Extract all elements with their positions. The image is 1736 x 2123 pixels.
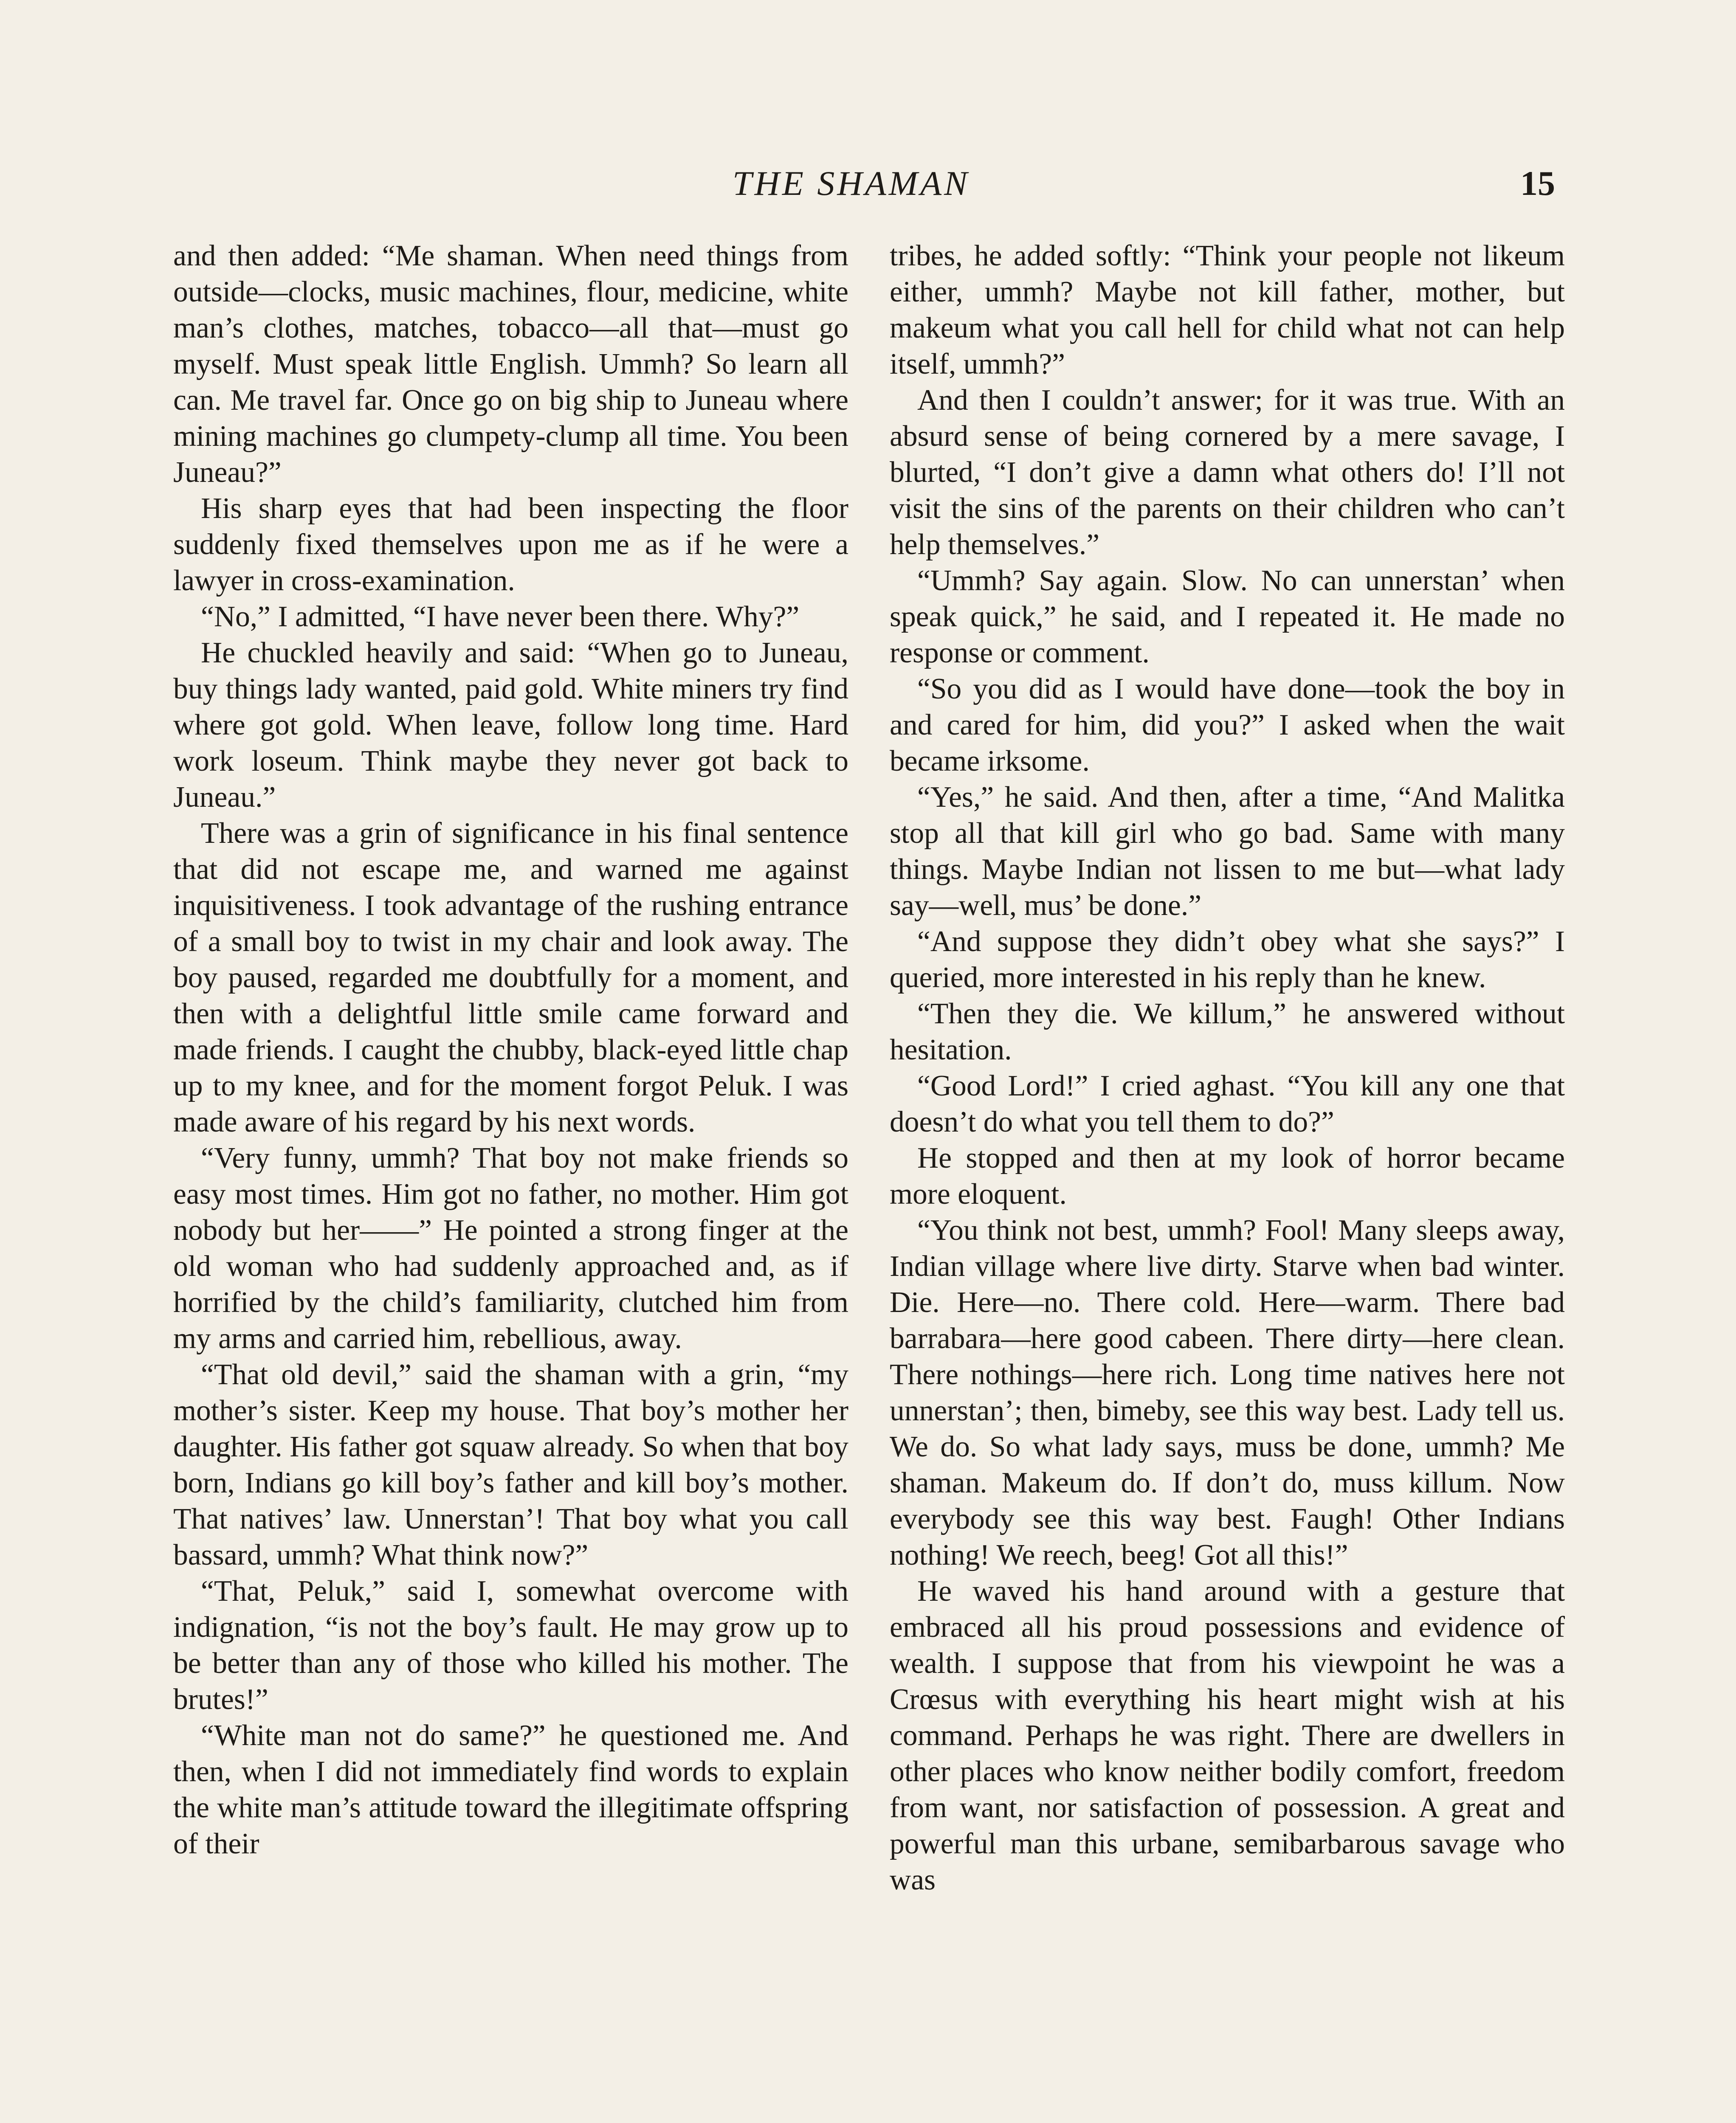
paragraph: “So you did as I would have done—took the boy in and cared for him, did you?” I asked when the wait became irksome. — [890, 673, 1565, 777]
paragraph: “Good Lord!” I cried aghast. “You kill any one that doesn’t do what you tell them to do?” — [890, 1070, 1565, 1138]
paragraph: “You think not best, ummh? Fool! Many sleeps away, Indian village where live dirty. Starve when bad winter. Die. Here—no. There cold. Here—warm. There bad barrabara—here good cabeen. There dirty—here clean. There nothings—here rich. Long time natives here not unnerstan’; then, bimeby, see this way best. Lady tell us. We do. So what lady says, muss be done, ummh? Me shaman. Makeum do. If don’t do, muss killum. Now everybody see this way best. Faugh! Other Indians nothing! We reech, beeg! Got all this!” — [890, 1214, 1565, 1571]
running-title: THE SHAMAN — [733, 164, 970, 203]
paragraph: And then I couldn’t answer; for it was true. With an absurd sense of being cornered by a mere savage, I blurted, “I don’t give a damn what others do! I’ll not visit the sins of the parents on their children who can’t help themselves.” — [890, 384, 1565, 561]
paragraph: “No,” I admitted, “I have never been there. Why?” — [201, 600, 800, 633]
paragraph: “And suppose they didn’t obey what she says?” I queried, more interested in his reply than he knew. — [890, 925, 1565, 994]
page-header — [0, 163, 1736, 210]
paragraph: “That, Peluk,” said I, somewhat overcome with indignation, “is not the boy’s fault. He may grow up to be better than any of those who killed his mother. The brutes!” — [173, 1575, 848, 1716]
paragraph: His sharp eyes that had been inspecting the floor suddenly fixed themselves upon me as if he were a lawyer in cross-examination. — [173, 492, 848, 597]
paragraph: “Then they die. We killum,” he answered without hesitation. — [890, 997, 1565, 1066]
paragraph: “Yes,” he said. And then, after a time, “And Malitka stop all that kill girl who go bad. Same with many things. Maybe Indian not lissen to me but—what lady say—well, mus’ be done.” — [890, 781, 1565, 922]
paragraph: “Very funny, ummh? That boy not make friends so easy most times. Him got no father, no mother. Him got nobody but her——” He pointed a strong finger at the old woman who had suddenly approached and, as if horrified by the child’s familiarity, clutched him from my arms and carried him, rebellious, away. — [173, 1142, 848, 1355]
paragraph: There was a grin of significance in his final sentence that did not escape me, and warned me against inquisitiveness. I took advantage of the rushing entrance of a small boy to twist in my chair and look away. The boy paused, regarded me doubtfully for a moment, and then with a delightful little smile came forward and made friends. I caught the chubby, black-eyed little chap up to my knee, and for the moment forgot Peluk. I was made aware of his regard by his next words. — [173, 817, 848, 1138]
left-column — [173, 238, 848, 1862]
page-number: 15 — [1520, 164, 1555, 203]
paragraph: tribes, he added softly: “Think your people not likeum either, ummh? Maybe not kill father, mother, but makeum what you call hell for child what not can help itself, ummh?” — [890, 239, 1565, 380]
paragraph: and then added: “Me shaman. When need things from outside—clocks, music machines, flour, medicine, white man’s clothes, matches, tobacco—all that—must go myself. Must speak little English. Ummh? So learn all can. Me travel far. Once go on big ship to Juneau where mining machines go clumpety-clump all time. You been Juneau?” — [173, 239, 848, 489]
right-column — [890, 238, 1565, 1898]
paragraph: “That old devil,” said the shaman with a grin, “my mother’s sister. Keep my house. That boy’s mother her daughter. His father got squaw already. So when that boy born, Indians go kill boy’s father and kill boy’s mother. That natives’ law. Unnerstan’! That boy what you call bassard, ummh? What think now?” — [173, 1358, 848, 1571]
paragraph: He chuckled heavily and said: “When go to Juneau, buy things lady wanted, paid gold. White miners try find where got gold. When leave, follow long time. Hard work loseum. Think maybe they never got back to Juneau.” — [173, 636, 848, 814]
paragraph: He waved his hand around with a gesture that embraced all his proud possessions and evidence of wealth. I suppose that from his viewpoint he was a Crœsus with everything his heart might wish at his command. Perhaps he was right. There are dwellers in other places who know neither bodily comfort, freedom from want, nor satisfaction of possession. A great and powerful man this urbane, semibarbarous savage who was — [890, 1575, 1565, 1896]
paragraph: “Ummh? Say again. Slow. No can unnerstan’ when speak quick,” he said, and I repeated it. He made no response or comment. — [890, 564, 1565, 669]
paragraph: “White man not do same?” he questioned me. And then, when I did not immediately find words to explain the white man’s attitude toward the illegitimate offspring of their — [173, 1719, 848, 1860]
paragraph: He stopped and then at my look of horror became more eloquent. — [890, 1142, 1565, 1211]
